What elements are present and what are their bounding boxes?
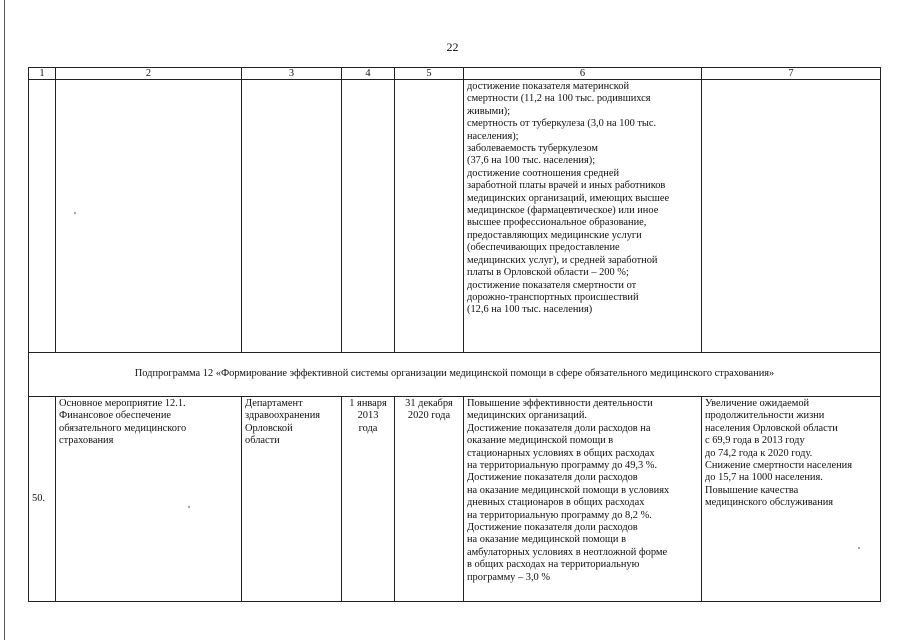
text-line: 31 декабря xyxy=(405,398,453,409)
text-line: страхования xyxy=(59,435,114,447)
subprogram-row xyxy=(29,353,881,397)
text-line: области xyxy=(245,435,280,447)
text-line: 2020 года xyxy=(407,410,451,422)
text-line: Повышение качества xyxy=(705,484,799,496)
text-line: до 15,7 на 1000 населения. xyxy=(705,472,823,484)
text-line: (12,6 на 100 тыс. населения) xyxy=(467,304,593,316)
scan-speck xyxy=(188,506,190,508)
text-line: высшее профессиональное образование, xyxy=(467,217,647,229)
column-header: 5 xyxy=(395,68,464,80)
column-header: 2 xyxy=(56,68,242,80)
text-line: медицинское (фармацевтическое) или иное xyxy=(467,205,659,217)
text-line: здравоохранения xyxy=(245,410,321,422)
page-number: 22 xyxy=(446,40,459,54)
text-line: дорожно-транспортных происшествий xyxy=(467,291,639,303)
text-line: на оказание медицинской помощи в xyxy=(467,534,626,546)
column-header: 1 xyxy=(29,68,56,80)
text-line: медицинских организаций. xyxy=(467,410,587,422)
text-line: стационарных условиях в общих расходах xyxy=(467,447,655,459)
text-line: (37,6 на 100 тыс. населения); xyxy=(467,155,596,167)
table-row-50 xyxy=(29,397,881,602)
text-line: Достижение показателя доли расходов на xyxy=(467,422,651,434)
table-cell xyxy=(395,80,464,353)
text-line: в общих расходах на территориальную xyxy=(467,559,640,571)
table-cell xyxy=(29,80,56,353)
consequences-cell xyxy=(702,397,881,602)
text-line: платы в Орловской области – 200 %; xyxy=(467,267,629,279)
text-line: медицинских услуг), и средней заработной xyxy=(467,254,658,266)
text-line: Повышение эффективности деятельности xyxy=(467,398,653,409)
text-line: обязательного медицинского xyxy=(59,422,187,434)
column-header: 4 xyxy=(342,68,395,80)
end-date-cell xyxy=(395,397,464,602)
text-line: на оказание медицинской помощи в условиях xyxy=(467,484,670,496)
text-line: Снижение смертности населения xyxy=(705,460,852,472)
table-cell xyxy=(342,80,395,353)
text-line: медицинских организаций, имеющих высшее xyxy=(467,192,670,204)
scan-speck xyxy=(858,547,860,549)
results-cell xyxy=(464,397,702,602)
text-line: смертность от туберкулеза (3,0 на 100 тыс. xyxy=(467,118,657,130)
text-line: года xyxy=(358,422,378,434)
text-line: Орловской xyxy=(245,422,293,434)
table-cell xyxy=(242,80,342,353)
text-line: Финансовое обеспечение xyxy=(59,410,171,422)
column-header: 6 xyxy=(464,68,702,80)
text-line: программу – 3,0 % xyxy=(467,571,550,583)
subprogram-title: Подпрограмма 12 «Формирование эффективной системы организации медицинской помощи в сфере обязательного медицинского страхования» xyxy=(29,353,881,397)
table-cell xyxy=(702,80,881,353)
text-line: Достижение показателя доли расходов xyxy=(467,472,638,484)
text-line: Достижение показателя доли расходов xyxy=(467,522,638,534)
text-line: заболеваемость туберкулезом xyxy=(467,143,598,155)
column-header: 3 xyxy=(242,68,342,80)
text-line: Основное мероприятие 12.1. xyxy=(59,398,186,409)
text-line: на территориальную программу до 49,3 %. xyxy=(467,460,658,472)
text-line: до 74,2 года к 2020 году. xyxy=(705,447,813,459)
text-line: населения Орловской области xyxy=(705,422,838,434)
text-line: достижение соотношения средней xyxy=(467,167,620,179)
text-line: 2013 xyxy=(357,410,379,422)
text-line: достижение показателя материнской xyxy=(467,81,630,92)
start-date-cell xyxy=(342,397,395,602)
text-line: медицинского обслуживания xyxy=(705,497,834,509)
text-line: продолжительности жизни xyxy=(705,410,825,422)
row-number: 50. xyxy=(29,397,56,602)
table-cell xyxy=(56,80,242,353)
text-line: дневных стационаров в общих расходах xyxy=(467,497,645,509)
text-line: оказание медицинской помощи в xyxy=(467,435,614,447)
column-header: 7 xyxy=(702,68,881,80)
text-line: населения); xyxy=(467,130,519,142)
text-line: с 69,9 года в 2013 году xyxy=(705,435,805,447)
scan-speck xyxy=(74,212,76,214)
text-line: 1 января xyxy=(349,398,387,409)
text-line: предоставляющих медицинские услуги xyxy=(467,229,642,241)
activity-cell xyxy=(56,397,242,602)
executor-cell xyxy=(242,397,342,602)
text-line: на территориальную программу до 8,2 %. xyxy=(467,509,652,521)
text-line: Увеличение ожидаемой xyxy=(705,398,810,409)
text-line: (обеспечивающих предоставление xyxy=(467,242,620,254)
page-left-edge xyxy=(4,0,5,640)
table-header-row xyxy=(29,68,881,80)
text-line: достижение показателя смертности от xyxy=(467,279,637,291)
text-line: амбулаторных условиях в неотложной форме xyxy=(467,546,668,558)
table-row-continuation xyxy=(29,80,881,353)
text-line: заработной платы врачей и иных работников xyxy=(467,180,666,192)
text-line: живыми); xyxy=(467,105,511,117)
table-cell-results xyxy=(464,80,702,353)
program-table xyxy=(28,67,881,602)
text-line: Департамент xyxy=(245,398,303,409)
text-line: смертности (11,2 на 100 тыс. родившихся xyxy=(467,93,651,105)
